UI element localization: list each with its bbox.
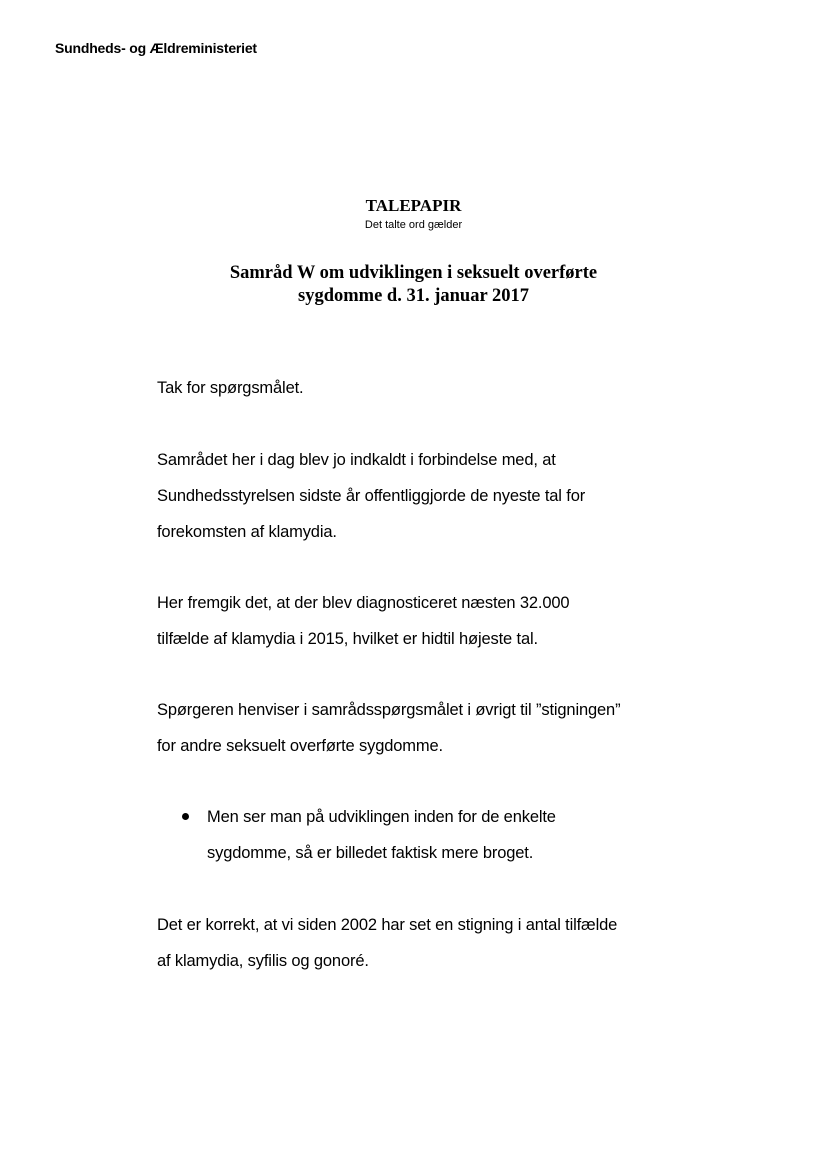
paragraph-line: af klamydia, syfilis og gonoré. [157,952,369,970]
bullet-line: sygdomme, så er billedet faktisk mere broget. [207,844,534,862]
bullet-text [207,799,727,871]
bullet-icon [182,813,189,820]
paragraph-line: Tak for spørgsmålet. [157,379,304,397]
paragraph-line: for andre seksuelt overførte sygdomme. [157,737,443,755]
ministry-name: Sundheds- og Ældreministeriet [55,40,257,56]
paragraph-thanks [157,370,717,406]
meeting-heading-line: Samråd W om udviklingen i seksuelt overførte [229,263,598,283]
paragraph-statistics [157,585,717,657]
paragraph-line: Sundhedsstyrelsen sidste år offentliggjorde de nyeste tal for [157,487,586,505]
bullet-line: Men ser man på udviklingen inden for de enkelte [207,808,556,826]
meeting-heading-line: sygdomme d. 31. januar 2017 [298,286,529,306]
paragraph-line: Samrådet her i dag blev jo indkaldt i forbindelse med, at [157,451,556,469]
paragraph-line: tilfælde af klamydia i 2015, hvilket er hidtil højeste tal. [157,630,538,648]
paragraph-question-reference [157,692,717,764]
paragraph-line: Det er korrekt, at vi siden 2002 har set en stigning i antal tilfælde [157,916,618,934]
document-subtitle: Det talte ord gælder [364,219,463,231]
meeting-heading [0,262,827,308]
document-title: TALEPAPIR [365,196,462,215]
paragraph-background [157,442,717,550]
paragraph-line: Spørgeren henviser i samrådsspørgsmålet i øvrigt til ”stigningen” [157,701,621,719]
paragraph-trend [157,907,717,979]
paragraph-line: Her fremgik det, at der blev diagnosticeret næsten 32.000 [157,594,570,612]
paragraph-line: forekomsten af klamydia. [157,523,337,541]
